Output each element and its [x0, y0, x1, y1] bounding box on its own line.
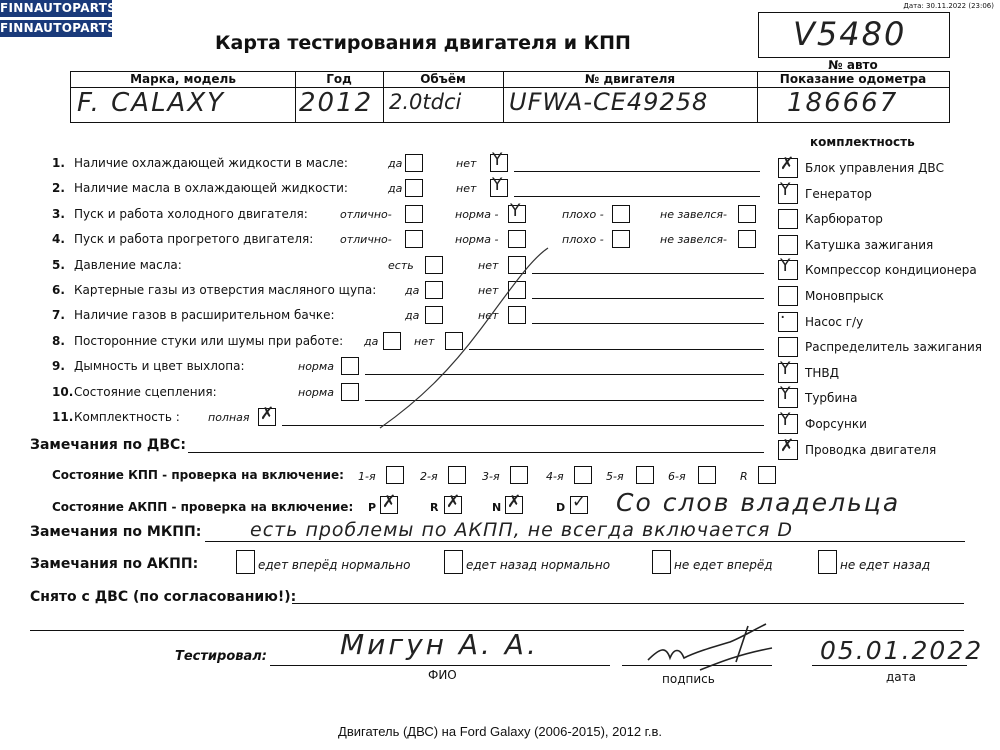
check-option-box[interactable] [738, 205, 756, 223]
check-text: Посторонние стуки или шумы при работе: [74, 333, 344, 348]
complect-item-label: Насос г/у [805, 314, 864, 329]
signature-label: подпись [662, 672, 715, 686]
check-option-box[interactable] [490, 175, 508, 197]
complect-checkbox[interactable] [778, 154, 798, 178]
check-option-label: нет [478, 284, 499, 297]
complect-checkbox[interactable] [778, 286, 798, 306]
check-text: Состояние сцепления: [74, 384, 217, 399]
header-model: Марка, модель [130, 72, 236, 86]
answer-line [514, 171, 760, 172]
check-mark: Y [492, 150, 503, 170]
check-option-label: нет [414, 334, 435, 348]
kpp-gear-box[interactable] [758, 466, 776, 484]
check-mark: Y [780, 410, 791, 430]
check-option-label: норма [298, 385, 334, 399]
kpp-gear-label: 2-я [420, 470, 438, 483]
check-option-box[interactable] [612, 205, 630, 223]
complect-checkbox[interactable] [778, 337, 798, 357]
complect-item-label: ТНВД [805, 365, 839, 380]
complect-checkbox[interactable] [778, 209, 798, 229]
check-option-label: нет [478, 309, 499, 323]
check-option-label: да [388, 157, 403, 170]
complect-checkbox[interactable] [778, 410, 798, 434]
check-option-box[interactable] [612, 230, 630, 248]
check-text: Комплектность : [74, 410, 180, 424]
check-mark: Y [780, 384, 791, 405]
check-text: Картерные газы из отверстия масляного щупа: [74, 283, 377, 297]
check-option-box[interactable] [341, 383, 359, 401]
check-option-label: полная [208, 411, 250, 424]
check-option-box[interactable] [508, 200, 526, 223]
check-mark: · [780, 307, 786, 328]
check-option-label: не завелся- [660, 233, 727, 247]
akpp-note: Со слов владельца [616, 488, 901, 517]
check-number: 8. [52, 333, 65, 348]
check-mark: ✗ [780, 154, 795, 174]
kpp-gear-box[interactable] [386, 466, 404, 484]
check-text: Пуск и работа прогретого двигателя: [74, 232, 314, 247]
check-option-box[interactable] [490, 150, 508, 172]
check-option-box[interactable] [405, 205, 423, 223]
answer-line [532, 273, 764, 274]
page-title: Карта тестирования двигателя и КПП [215, 32, 631, 54]
complect-checkbox[interactable] [778, 179, 798, 204]
check-number: 1. [52, 156, 65, 170]
akpp-note-option: едет назад нормально [466, 558, 611, 572]
check-number: 6. [52, 283, 65, 297]
check-mark: ✓ [572, 492, 587, 512]
check-mark: Y [780, 256, 791, 277]
check-option-box[interactable] [341, 357, 359, 375]
complect-item-label: Карбюратор [805, 212, 883, 227]
kpp-label: Состояние КПП - проверка на включение: [52, 468, 344, 482]
check-option-label: нет [456, 182, 477, 196]
check-option-label: есть [388, 258, 414, 272]
plate-value: V5480 [793, 15, 907, 53]
check-option-label: да [405, 284, 420, 297]
complect-item-label: Компрессор кондиционера [805, 263, 977, 278]
check-number: 11. [52, 410, 74, 424]
akpp-gear-label: R [430, 501, 439, 514]
complect-checkbox[interactable] [778, 435, 798, 460]
check-number: 2. [52, 181, 65, 196]
akpp-gear-label: N [492, 501, 502, 514]
header-odometer: Показание одометра [779, 72, 927, 86]
fio-label: ФИО [428, 668, 457, 682]
check-option-label: плохо - [562, 233, 604, 247]
value-volume: 2.0tdci [389, 90, 462, 114]
answer-line [532, 323, 764, 324]
complect-item-label: Распределитель зажигания [805, 340, 982, 355]
akpp-note-box[interactable] [652, 550, 671, 574]
check-option-label: не завелся- [660, 207, 727, 221]
handwritten-signature [640, 618, 780, 676]
akpp-note-box[interactable] [818, 550, 837, 574]
check-option-label: отлично- [340, 233, 392, 247]
akpp-gear-label: P [368, 501, 377, 514]
complect-checkbox[interactable] [778, 256, 798, 280]
akpp-note-option: не едет вперёд [674, 558, 773, 572]
check-option-box[interactable] [258, 404, 276, 426]
akpp-label: Состояние АКПП - проверка на включение: [52, 500, 354, 514]
akpp-gear-box[interactable] [570, 492, 588, 514]
check-text: Наличие масла в охлаждающей жидкости: [74, 181, 348, 196]
kpp-gear-label: R [740, 470, 748, 483]
check-text: Наличие газов в расширительном бачке: [74, 308, 335, 323]
akpp-gear-box[interactable] [444, 492, 462, 514]
print-date: Дата: 30.11.2022 (23:06) [903, 2, 994, 10]
check-mark: ✗ [507, 492, 522, 512]
complect-checkbox[interactable] [778, 358, 798, 383]
answer-line [514, 196, 760, 197]
check-mark: Y [492, 175, 503, 196]
check-option-label: отлично- [340, 207, 392, 221]
cross-out-stroke [360, 240, 560, 440]
check-text: Наличие охлаждающей жидкости в масле: [74, 156, 348, 170]
akpp-gear-box[interactable] [380, 492, 398, 514]
kpp-gear-box[interactable] [574, 466, 592, 484]
check-option-label: норма - [455, 207, 499, 221]
value-model: F. CALAXY [77, 88, 226, 118]
akpp-notes-label: Замечания по АКПП: [30, 556, 199, 572]
akpp-note-option: не едет назад [840, 558, 931, 572]
check-option-box[interactable] [405, 179, 423, 197]
complect-item-label: Блок управления ДВС [805, 161, 945, 175]
brand-logo: FINNAUTOPARTS [0, 1, 117, 15]
check-number: 7. [52, 308, 65, 323]
check-option-label: плохо - [562, 207, 604, 221]
removed-label: Снято с ДВС (по согласованию!): [30, 589, 297, 605]
complect-item-label: Катушка зажигания [805, 237, 934, 252]
check-mark: Y [780, 179, 791, 200]
date-label: дата [886, 670, 916, 684]
check-mark: ✗ [446, 492, 461, 512]
check-text: Дымность и цвет выхлопа: [74, 359, 245, 374]
plate-label: № авто [828, 58, 878, 72]
kpp-gear-label: 4-я [546, 470, 564, 483]
check-number: 5. [52, 257, 65, 272]
kpp-gear-box[interactable] [448, 466, 466, 484]
complect-item-label: Моновпрыск [805, 289, 884, 303]
kpp-gear-box[interactable] [636, 466, 654, 484]
value-engine-number: UFWA-CE49258 [509, 88, 709, 116]
check-text: Пуск и работа холодного двигателя: [74, 206, 308, 221]
check-option-box[interactable] [405, 154, 423, 172]
akpp-note-box[interactable] [236, 550, 255, 574]
check-option-label: да [405, 309, 420, 323]
kpp-gear-label: 1-я [358, 470, 376, 483]
check-option-label: да [388, 182, 403, 196]
complect-item-label: Форсунки [805, 417, 867, 431]
brand-logo-secondary: FINNAUTOPARTS [0, 21, 117, 35]
check-number: 10. [52, 384, 74, 399]
mkpp-notes-value: есть проблемы по АКПП, не всегда включается D [250, 519, 793, 541]
tested-by-label: Тестировал: [175, 649, 267, 664]
check-number: 9. [52, 359, 65, 374]
caption: Двигатель (ДВС) на Ford Galaxy (2006-2015), 2012 г.в. [338, 724, 662, 739]
kpp-gear-box[interactable] [698, 466, 716, 484]
complect-checkbox[interactable] [778, 307, 798, 332]
check-option-box[interactable] [738, 230, 756, 248]
header-engine-number: № двигателя [584, 72, 676, 86]
check-number: 4. [52, 232, 65, 247]
check-text: Давление масла: [74, 257, 182, 272]
vehicle-table [70, 71, 950, 123]
check-mark: ✗ [260, 404, 275, 424]
complect-title: комплектность [810, 135, 915, 149]
header-volume: Объём [420, 72, 466, 86]
check-mark: ✗ [382, 492, 397, 512]
header-year: Год [326, 72, 352, 86]
complect-item-label: Проводка двигателя [805, 442, 937, 457]
akpp-gear-box[interactable] [505, 492, 523, 514]
akpp-gear-label: D [556, 501, 566, 514]
complect-item-label: Генератор [805, 186, 872, 201]
check-option-label: норма - [455, 233, 499, 247]
complect-checkbox[interactable] [778, 235, 798, 255]
value-year: 2012 [299, 88, 374, 118]
complect-checkbox[interactable] [778, 384, 798, 408]
check-option-label: нет [456, 157, 477, 170]
engine-notes-label: Замечания по ДВС: [30, 437, 186, 453]
answer-line [532, 298, 764, 299]
check-option-label: да [364, 334, 379, 348]
kpp-gear-label: 3-я [482, 470, 500, 483]
check-mark: ✗ [780, 435, 795, 456]
check-option-label: норма [298, 360, 334, 374]
test-date: 05.01.2022 [820, 636, 984, 665]
complect-item-label: Турбина [805, 391, 858, 406]
tester-name: Мигун А. А. [340, 628, 539, 661]
kpp-gear-label: 6-я [668, 470, 686, 483]
kpp-gear-label: 5-я [606, 470, 624, 483]
check-mark: Y [510, 200, 521, 221]
value-odometer: 186667 [787, 88, 899, 118]
plate-box [758, 12, 950, 58]
check-number: 3. [52, 206, 65, 221]
mkpp-notes-label: Замечания по МКПП: [30, 524, 202, 540]
check-option-label: нет [478, 258, 499, 272]
akpp-note-option: едет вперёд нормально [258, 558, 411, 572]
check-mark: Y [780, 358, 791, 379]
kpp-gear-box[interactable] [510, 466, 528, 484]
akpp-note-box[interactable] [444, 550, 463, 574]
